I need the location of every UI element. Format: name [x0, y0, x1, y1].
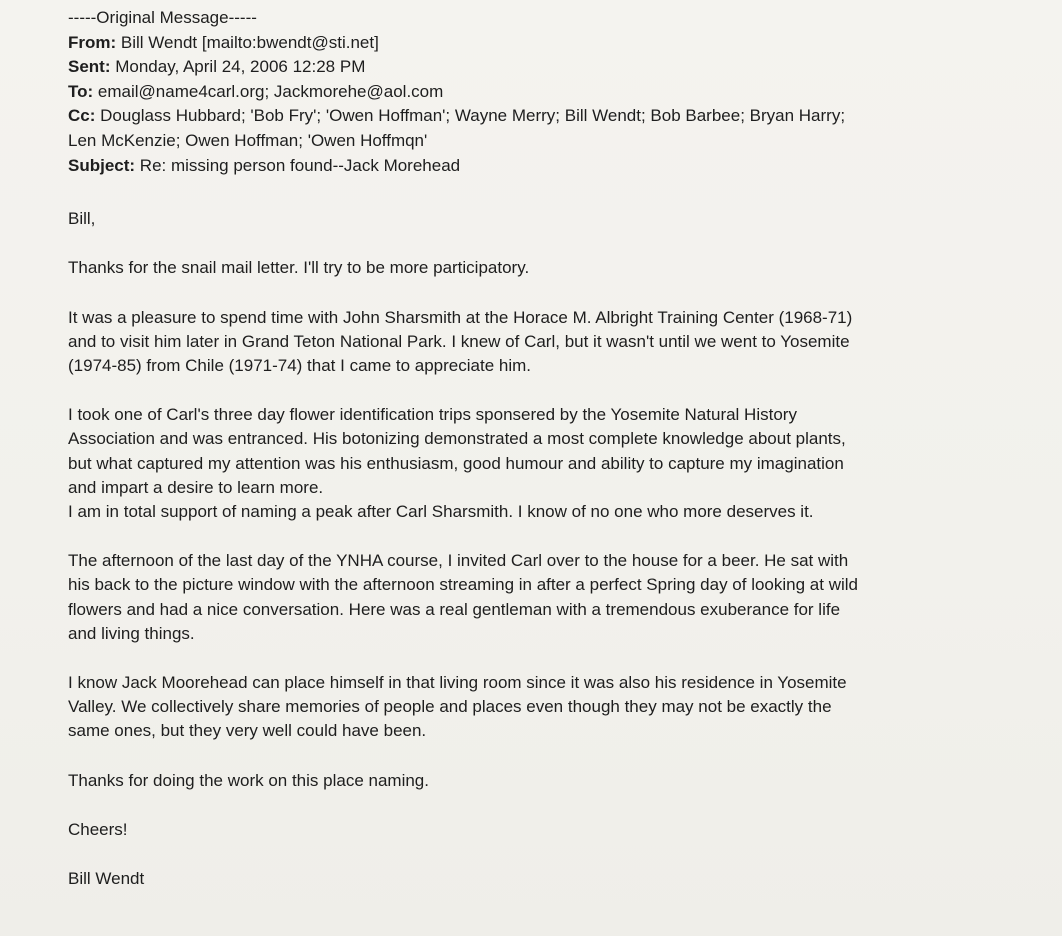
paragraph-2-line: (1974-85) from Chile (1971-74) that I came to appreciate him.	[68, 355, 532, 375]
cc-value-line1: Douglass Hubbard; 'Bob Fry'; 'Owen Hoffman'; Wayne Merry; Bill Wendt; Bob Barbee; Bryan Harry;	[100, 106, 846, 126]
subject-value: Re: missing person found--Jack Morehead	[139, 155, 461, 175]
paragraph-4-line: flowers and had a nice conversation. Here was a real gentleman with a tremendous exuberance for life	[68, 599, 841, 619]
greeting: Bill,	[68, 209, 96, 229]
from-label: From:	[68, 32, 117, 52]
paragraph-5-line: Valley. We collectively share memories of people and places even though they may not be exactly the	[68, 697, 832, 717]
paragraph-4-line: The afternoon of the last day of the YNHA course, I invited Carl over to the house for a beer. He sat with	[68, 551, 849, 571]
cc-label: Cc:	[68, 106, 96, 126]
cc-line	[68, 104, 1053, 129]
from-line	[68, 31, 1053, 56]
paragraph-2-line: and to visit him later in Grand Teton National Park. I knew of Carl, but it wasn't until we went to Yosemite	[68, 331, 850, 351]
paragraph-3-line: and impart a desire to learn more.	[68, 477, 324, 497]
email-printout	[68, 0, 1053, 891]
to-label: To:	[68, 81, 94, 101]
email-header	[68, 6, 1053, 178]
paragraph-6: Thanks for doing the work on this place naming.	[68, 770, 429, 790]
to-value: email@name4carl.org; Jackmorehe@aol.com	[97, 81, 444, 101]
signature: Bill Wendt	[68, 869, 145, 889]
cc-line-continued	[68, 129, 1053, 154]
cc-value-line2: Len McKenzie; Owen Hoffman; 'Owen Hoffmqn'	[68, 130, 428, 150]
subject-label: Subject:	[68, 155, 136, 175]
from-value: Bill Wendt [mailto:bwendt@sti.net]	[120, 32, 379, 52]
paragraph-4-line: and living things.	[68, 623, 195, 643]
paragraph-3-line: Association and was entranced. His botonizing demonstrated a most complete knowledge about plants,	[68, 429, 846, 449]
paragraph-1: Thanks for the snail mail letter. I'll try to be more participatory.	[68, 258, 530, 278]
original-message-line	[68, 6, 1053, 31]
sent-label: Sent:	[68, 57, 111, 77]
paragraph-5-line: same ones, but they very well could have been.	[68, 721, 427, 741]
subject-line	[68, 154, 1053, 179]
sent-value: Monday, April 24, 2006 12:28 PM	[115, 57, 366, 77]
original-message-text: -----Original Message-----	[68, 8, 257, 27]
paragraph-3-line: but what captured my attention was his enthusiasm, good humour and ability to capture my imagination	[68, 453, 844, 473]
paragraph-2-line: It was a pleasure to spend time with John Sharsmith at the Horace M. Albright Training Center (1968-71)	[68, 307, 853, 327]
email-body	[68, 178, 1053, 891]
to-line	[68, 80, 1053, 105]
paragraph-5-line: I know Jack Moorehead can place himself in that living room since it was also his residence in Yosemite	[68, 673, 847, 692]
sent-line	[68, 55, 1053, 80]
paragraph-3-line: I took one of Carl's three day flower identification trips sponsered by the Yosemite Natural History	[68, 405, 797, 425]
closing: Cheers!	[68, 819, 128, 839]
paragraph-4-line: his back to the picture window with the afternoon streaming in after a perfect Spring day of looking at wild	[68, 575, 858, 595]
paragraph-3-line: I am in total support of naming a peak after Carl Sharsmith. I know of no one who more deserves it.	[68, 501, 814, 521]
